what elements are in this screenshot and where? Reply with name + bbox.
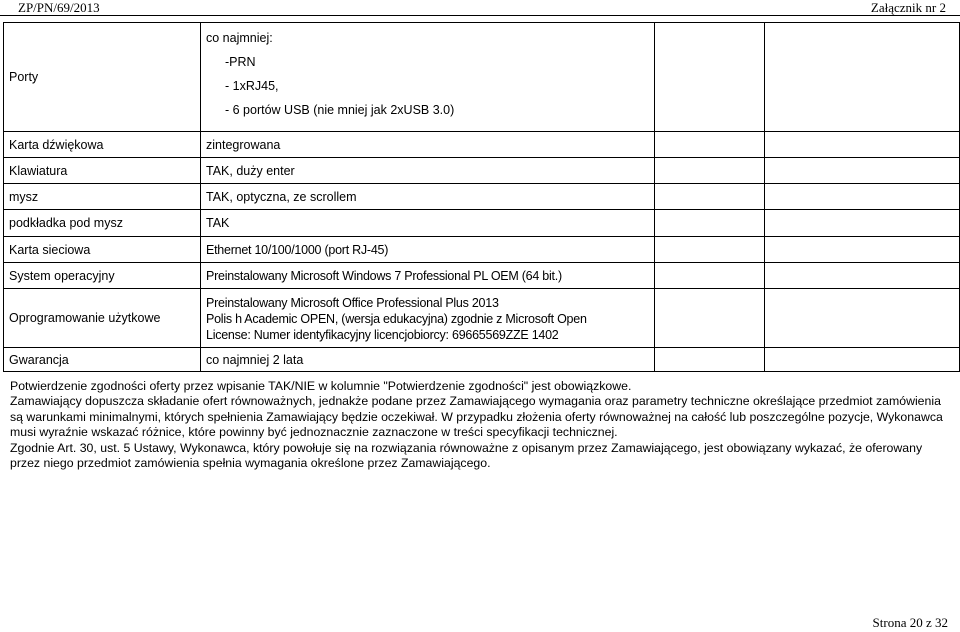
confirmation-cell[interactable] [655,289,765,348]
confirmation-cell[interactable] [655,263,765,289]
comments-cell[interactable] [765,158,960,184]
row-label: Klawiatura [4,158,201,184]
equivalent-offers-note: Zamawiający dopuszcza składanie ofert równoważnych, jednakże podane przez Zamawiającego wymagania oraz parametry techniczne określające przedmiot zamówienia są warunkami minimalnymi, których spełnienia Zamawiający będzie oczekiwał. W przypadku złożenia oferty równoważnej na całość lub poszczególne pozycje, Wykonawca musi wyraźnie wskazać różnice, które powinny być jednoznacznie zaznaczone w treści specyfikacji technicznej. [10,394,943,440]
attachment-label: Załącznik nr 2 [870,0,946,15]
page-number: Strona 20 z 32 [872,615,948,630]
row-label: Porty [4,23,201,132]
confirmation-cell[interactable] [655,237,765,263]
legal-basis-note: Zgodnie Art. 30, ust. 5 Ustawy, Wykonawca, który powołuje się na rozwiązania równoważne z opisanym przez Zamawiającego, jest obowiązany wykazać, że oferowany przez niego przedmiot zamówienia spełnia wymagania określone przez Zamawiającego. [10,440,923,471]
row-value: zintegrowana [201,132,655,158]
comments-cell[interactable] [765,348,960,372]
document-reference: ZP/PN/69/2013 [18,0,100,15]
table-row [4,237,960,263]
table-row [4,132,960,158]
row-value: co najmniej: -PRN - 1xRJ45, - 6 portów USB (nie mniej jak 2xUSB 3.0) [201,23,655,132]
row-label: Oprogramowanie użytkowe [4,289,201,348]
comments-cell[interactable] [765,210,960,237]
table-row [4,158,960,184]
confirmation-cell[interactable] [655,348,765,372]
confirmation-cell[interactable] [655,132,765,158]
table-row [4,289,960,348]
comments-cell[interactable] [765,289,960,348]
confirmation-cell[interactable] [655,210,765,237]
row-label: Gwarancja [4,348,201,372]
confirmation-cell[interactable] [655,158,765,184]
comments-cell[interactable] [765,184,960,210]
notes-section [10,379,955,471]
comments-cell[interactable] [765,263,960,289]
row-label: Karta sieciowa [4,237,201,263]
comments-cell[interactable] [765,237,960,263]
row-value: Preinstalowany Microsoft Windows 7 Professional PL OEM (64 bit.) [201,263,655,289]
row-label: System operacyjny [4,263,201,289]
confirmation-note: Potwierdzenie zgodności oferty przez wpisanie TAK/NIE w kolumnie "Potwierdzenie zgodności" jest obowiązkowe. [10,379,632,393]
comments-cell[interactable] [765,132,960,158]
row-value: Preinstalowany Microsoft Office Professional Plus 2013 Polis h Academic OPEN, (wersja edukacyjna) zgodnie z Microsoft Open License: Numer identyfikacyjny licencjobiorcy: 69665569ZZE 1402 [201,289,655,348]
row-value: TAK, optyczna, ze scrollem [201,184,655,210]
table-row [4,263,960,289]
confirmation-cell[interactable] [655,184,765,210]
table-row [4,184,960,210]
row-value: co najmniej 2 lata [201,348,655,372]
row-value: TAK [201,210,655,237]
table-row [4,23,960,132]
spec-table [3,22,960,372]
table-row [4,348,960,372]
row-value: TAK, duży enter [201,158,655,184]
confirmation-cell[interactable] [655,23,765,132]
row-label: Karta dźwiękowa [4,132,201,158]
header-rule [0,15,960,16]
table-row [4,210,960,237]
row-label: podkładka pod mysz [4,210,201,237]
row-value: Ethernet 10/100/1000 (port RJ-45) [201,237,655,263]
comments-cell[interactable] [765,23,960,132]
row-label: mysz [4,184,201,210]
